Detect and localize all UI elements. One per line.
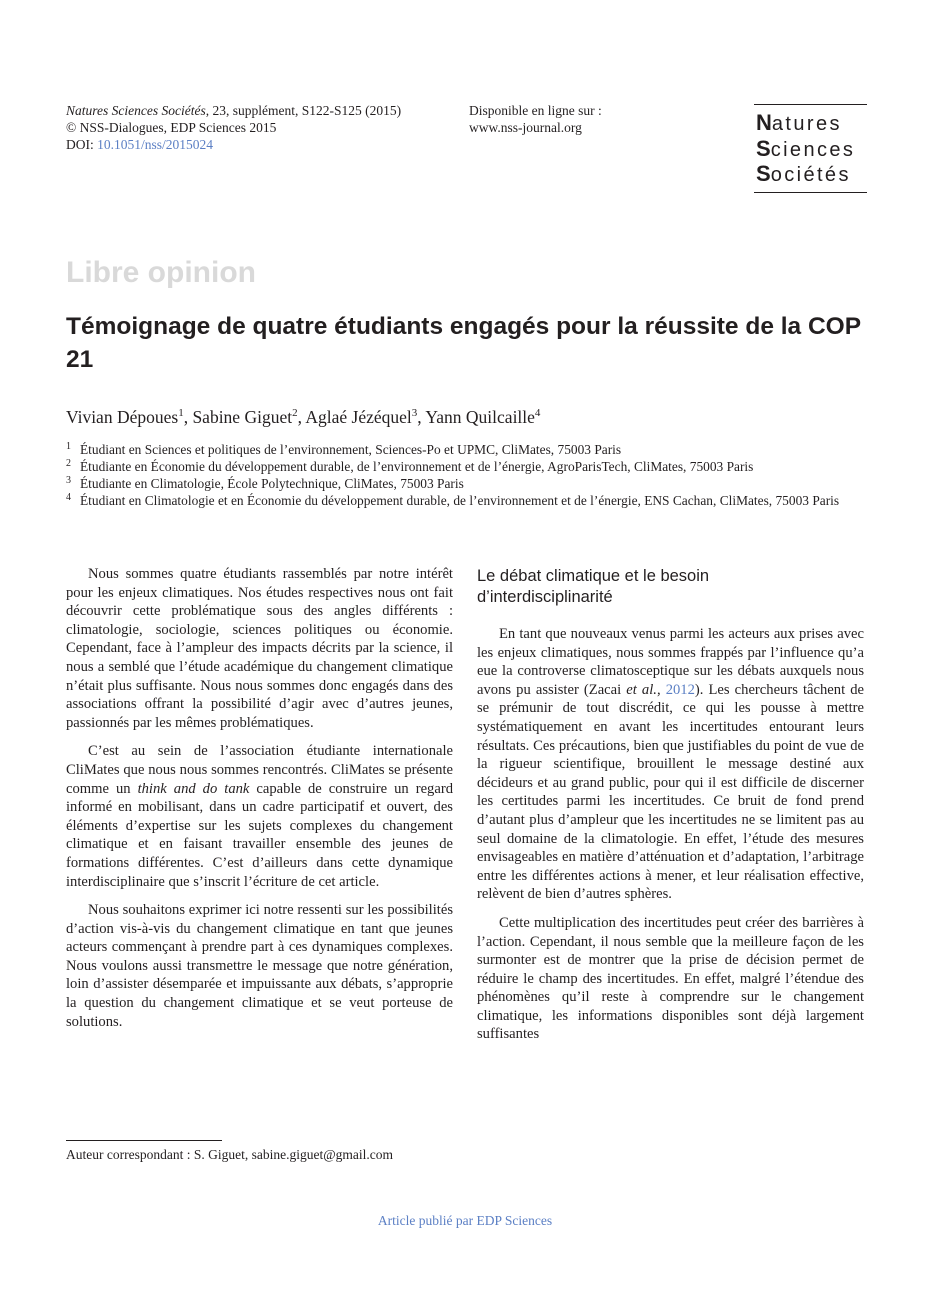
paragraph [477, 625, 864, 904]
affiliation-4 [66, 492, 866, 509]
citation-link[interactable]: 2012 [665, 681, 695, 698]
body-column-right [477, 625, 864, 1054]
author-affil-ref: 3 [411, 407, 418, 419]
author-separator: , [297, 406, 306, 427]
citation-block [66, 102, 401, 153]
author-affil-ref: 4 [534, 407, 541, 419]
author-name: Vivian Dépoues [66, 406, 179, 427]
publisher-line[interactable]: Article publié par EDP Sciences [377, 1213, 553, 1228]
footnote-rule [66, 1140, 222, 1141]
citation-line [66, 102, 401, 119]
journal-url[interactable]: www.nss-journal.org [469, 120, 582, 135]
article-title: Témoignage de quatre étudiants engagés pour la réussite de la COP 21 [66, 313, 861, 373]
logo-text-ocietes: ociétés [770, 164, 851, 186]
doi-link[interactable]: 10.1051/nss/2015024 [97, 137, 214, 152]
affiliation-2 [66, 458, 866, 475]
italic-term: think and do tank [137, 780, 250, 797]
affiliation-text: Étudiant en Climatologie et en Économie du développement durable, de l’environnement et de l’énergie, ENS Cachan, CliMates, 75003 Paris [80, 493, 840, 508]
logo-cap-s1: S [756, 135, 771, 161]
affiliation-text: Étudiante en Économie du développement durable, de l’environnement et de l’énergie, AgroParisTech, CliMates, 75003 Paris [80, 459, 754, 474]
logo-cap-s2: S [756, 161, 771, 186]
author-separator: , [183, 406, 193, 427]
author-separator: , [417, 406, 426, 427]
copyright-line: © NSS-Dialogues, EDP Sciences 2015 [66, 120, 277, 135]
section-heading: Le débat climatique et le besoin d’interdisciplinarité [477, 567, 710, 606]
affiliation-text: Étudiante en Climatologie, École Polytechnique, CliMates, 75003 Paris [80, 476, 464, 491]
author-name: Yann Quilcaille [425, 406, 535, 427]
citation-details: , 23, supplément, S122-S125 (2015) [205, 103, 402, 118]
journal-name: Natures Sciences Sociétés [66, 103, 206, 118]
author-affil-ref: 1 [178, 407, 184, 419]
affiliation-number: 3 [66, 475, 71, 486]
corresponding-author-footnote: Auteur correspondant : S. Giguet, sabine.giguet@gmail.com [66, 1147, 393, 1162]
logo-cap-n: N [756, 110, 772, 135]
paragraph [66, 742, 453, 891]
section-label: Libre opinion [66, 256, 256, 289]
paragraph-text: ). Les chercheurs tâchent de se prémunir de tout discrédit, ce qui les pousse à mettre systématiquement en avant les incertitudes entourant leurs résultats. Ces précautions, bien que justifiables du point de vue de la rigueur scientifique, brouillent le message destiné aux décideurs et au grand public, pour qui il est difficile de discerner les certitudes parmi les incertitudes. Ce bruit de fond prend d’autant plus d’ampleur que les incertitudes ne se limitent pas au seul domaine de la climatologie. En effet, l’étude des mesures envisageables en matière d’atténuation et d’adaptation, l’arbitrage entre les différentes actions à mener, et leur réalisation effective, relèvent de bien d’autres sphères. [477, 681, 864, 903]
affiliation-number: 4 [66, 492, 71, 503]
author-affil-ref: 2 [292, 407, 298, 419]
affiliation-1 [66, 441, 866, 458]
paragraph-text: C’est au sein de l’association étudiante internationale CliMates que nous nous sommes rencontrés. CliMates se présente comme un [66, 743, 453, 797]
author-name: Sabine Giguet [192, 406, 293, 427]
paragraph: Nous sommes quatre étudiants rassemblés par notre intérêt pour les enjeux climatiques. Nos études respectives nous ont fait découvrir cette problématique sous des angles différents : climatologie, sociologie, sciences politiques ou économie. Cependant, face à l’ampleur des impacts décrits par la science, il nous a semblé que l’étude académique du changement climatique n’était plus suffisante. Nous nous sommes donc engagés dans des associations offrant la possibilité d’agir avec d’autres jeunes, passionnés par les mêmes problématiques. [66, 566, 453, 731]
paragraph-text: , [656, 681, 666, 698]
affiliation-3 [66, 475, 866, 492]
online-label: Disponible en ligne sur : [469, 103, 602, 118]
author-name: Aglaé Jézéquel [305, 406, 412, 427]
author-list [66, 401, 540, 429]
logo-line-sciences [756, 137, 867, 163]
logo-line-natures [756, 111, 867, 137]
affiliation-text: Étudiant en Sciences et politiques de l’environnement, Sciences-Po et UPMC, CliMates, 75003 Paris [80, 442, 622, 457]
affiliation-number: 1 [66, 441, 71, 452]
online-availability [469, 102, 602, 136]
body-column-left [66, 565, 453, 1041]
doi-label: DOI: [66, 137, 98, 152]
affiliation-number: 2 [66, 458, 71, 469]
italic-term: et al. [626, 681, 657, 698]
logo-text-atures: atures [771, 113, 842, 135]
paragraph-text: En tant que nouveaux venus parmi les acteurs aux prises avec les enjeux climatiques, nous sommes frappés par l’influence qu’a eue la controverse climatosceptique sur les débats auxquels nous avons pu assister (Zacai [477, 626, 864, 698]
logo-line-societes [756, 162, 867, 188]
logo-text-ciences: ciences [770, 138, 856, 161]
paragraph-text: capable de construire un regard informé en mobilisant, dans un cadre participatif et ouvert, des éléments d’expertise sur les sujets complexes du changement climatique et en faisant travailler ensemble des jeunes de formations différentes. C’est d’ailleurs dans cette dynamique interdisciplinaire que s’inscrit l’écriture de cet article. [66, 780, 453, 890]
doi-line [66, 136, 401, 153]
paragraph: Nous souhaitons exprimer ici notre ressenti sur les possibilités d’action vis-à-vis du changement climatique en tant que jeunes acteurs commençant à prendre part à ces dynamiques complexes. Nous voulons aussi transmettre le message que notre génération, loin d’assister désemparée et impuissante aux débats, s’approprie la question du changement climatique et se veut porteuse de solutions. [66, 902, 453, 1030]
journal-logo [754, 104, 867, 193]
paragraph: Cette multiplication des incertitudes peut créer des barrières à l’action. Cependant, il nous semble que la meilleure façon de les surmonter est de montrer que la prise de décision permet de réduire le champ des incertitudes. En effet, malgré l’étendue des phénomènes qu’il reste à comprendre sur le changement climatique, les informations disponibles sont déjà largement suffisantes [477, 914, 864, 1043]
